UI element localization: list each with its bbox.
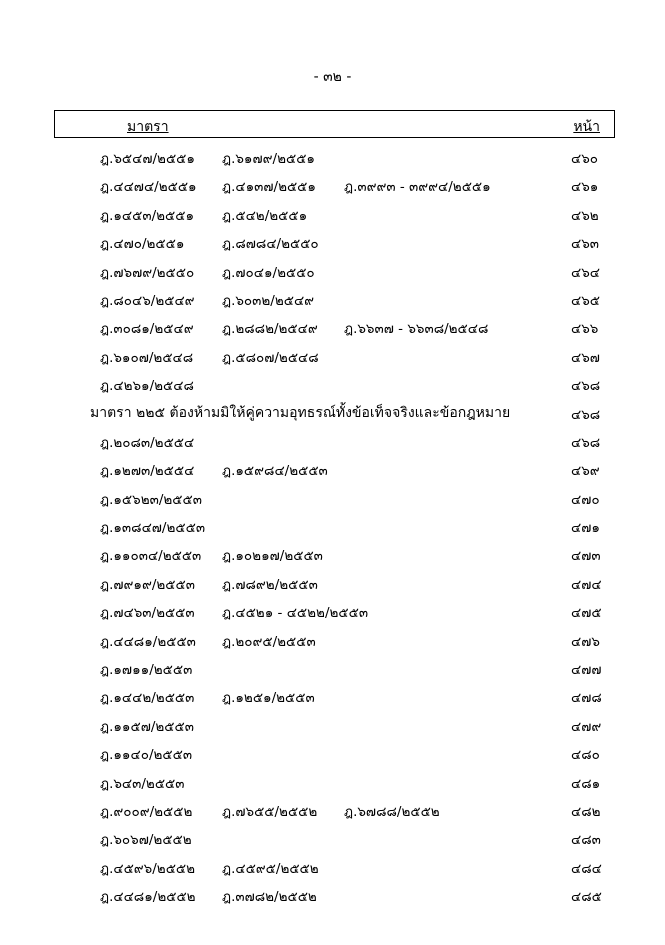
list-item (0, 225, 665, 253)
list-item (0, 452, 665, 480)
case-reference: ฎ.๔๔๘๑/๒๕๕๓ (100, 633, 196, 650)
case-reference: ฎ.๖๖๓๗ - ๖๖๓๘/๒๕๔๘ (344, 321, 489, 338)
page-ref: ๔๖๘ (571, 434, 601, 451)
case-reference: ฎ.๑๒๕๑/๒๕๕๓ (222, 690, 315, 707)
section-heading: มาตรา ๒๒๕ ต้องห้ามมิให้คู่ความอุทธรณ์ทั้งข้อเท็จจริงและข้อกฎหมาย (90, 404, 511, 421)
list-item (0, 537, 665, 565)
list-item (0, 310, 665, 338)
header-section-label: มาตรา (127, 119, 169, 135)
case-reference: ฎ.๗๙๑๙/๒๕๕๓ (100, 576, 195, 593)
table-header (54, 110, 615, 138)
case-reference: ฎ.๔๕๙๕/๒๕๕๒ (222, 860, 319, 877)
list-item (0, 765, 665, 793)
page-ref: ๔๗๘ (571, 690, 602, 707)
case-reference: ฎ.๗๖๕๕/๒๕๕๒ (222, 803, 318, 820)
list-item (0, 878, 665, 906)
page-ref: ๔๖๒ (571, 207, 599, 224)
page-ref: ๔๖๔ (571, 264, 601, 281)
index-list (0, 140, 665, 907)
list-item (0, 282, 665, 310)
case-reference: ฎ.๔๑๓๗/๒๕๕๑ (222, 179, 316, 196)
case-reference: ฎ.๘๐๔๖/๒๕๔๙ (100, 292, 195, 309)
case-reference: ฎ.๑๐๒๑๗/๒๕๕๓ (222, 548, 323, 565)
list-item (0, 850, 665, 878)
list-item (0, 197, 665, 225)
case-reference: ฎ.๑๔๕๓/๒๕๕๑ (100, 207, 195, 224)
page-ref: ๔๘๒ (571, 803, 601, 820)
page-ref: ๔๖๘ (571, 378, 601, 395)
list-item (0, 793, 665, 821)
case-reference: ฎ.๔๒๖๑/๒๕๔๘ (100, 378, 194, 395)
page-ref: ๔๘๐ (571, 747, 600, 764)
case-reference: ฎ.๑๕๙๘๔/๒๕๕๓ (222, 463, 328, 480)
list-item (0, 821, 665, 849)
list-item (0, 140, 665, 168)
case-reference: ฎ.๔๔๗๔/๒๕๕๑ (100, 179, 197, 196)
case-reference: ฎ.๔๔๘๑/๒๕๕๒ (100, 889, 196, 906)
page-ref: ๔๗๕ (571, 605, 602, 622)
case-reference: ฎ.๔๕๙๖/๒๕๕๒ (100, 860, 196, 877)
case-reference: ฎ.๓๙๙๓ - ๓๙๙๔/๒๕๕๑ (344, 179, 491, 196)
list-item (0, 367, 665, 395)
case-reference: ฎ.๑๔๔๒/๒๕๕๓ (100, 690, 195, 707)
case-reference: ฎ.๑๓๘๔๗/๒๕๕๓ (100, 520, 206, 537)
page-ref: ๔๘๔ (571, 860, 602, 877)
case-reference: ฎ.๕๘๐๗/๒๕๔๘ (222, 349, 319, 366)
list-item (0, 481, 665, 509)
case-reference: ฎ.๖๕๔๗/๒๕๕๑ (100, 151, 195, 167)
list-item (0, 339, 665, 367)
case-reference: ฎ.๘๗๘๔/๒๕๕๐ (222, 236, 319, 253)
page-ref: ๔๘๓ (571, 832, 601, 849)
list-item (0, 254, 665, 282)
case-reference: ฎ.๒๘๘๒/๒๕๔๙ (222, 321, 318, 338)
list-item (0, 424, 665, 452)
case-reference: ฎ.๙๐๐๙/๒๕๕๒ (100, 803, 193, 820)
case-reference: ฎ.๖๑๐๗/๒๕๔๘ (100, 349, 194, 366)
list-item (0, 594, 665, 622)
case-reference: ฎ.๑๑๐๓๔/๒๕๕๓ (100, 548, 202, 565)
case-reference: ฎ.๓๗๘๒/๒๕๕๒ (222, 889, 317, 906)
case-reference: ฎ.๑๑๔๐/๒๕๕๓ (100, 747, 193, 764)
page-number: - ๓๒ - (313, 69, 352, 85)
case-reference: ฎ.๗๔๖๓/๒๕๕๓ (100, 605, 195, 622)
case-reference: ฎ.๑๑๕๗/๒๕๕๓ (100, 718, 194, 735)
list-item (0, 736, 665, 764)
case-reference: ฎ.๖๐๓๒/๒๕๔๙ (222, 292, 315, 309)
case-reference: ฎ.๒๐๙๕/๒๕๕๓ (222, 633, 316, 650)
list-item (0, 623, 665, 651)
page-ref: ๔๗๙ (571, 718, 602, 735)
page-ref: ๔๖๘ (571, 406, 601, 423)
case-reference: ฎ.๗๖๗๙/๒๕๕๐ (100, 264, 195, 281)
page-ref: ๔๖๓ (571, 236, 600, 253)
list-item (0, 168, 665, 196)
page-ref: ๔๗๓ (571, 548, 601, 565)
list-item (0, 708, 665, 736)
page-ref: ๔๗๐ (571, 491, 600, 508)
page-ref: ๔๗๗ (571, 662, 602, 679)
case-reference: ฎ.๓๐๘๑/๒๕๔๙ (100, 321, 194, 338)
case-reference: ฎ.๖๑๗๙/๒๕๕๑ (222, 151, 315, 167)
case-reference: ฎ.๖๐๖๗/๒๕๕๒ (100, 832, 192, 849)
list-item (0, 651, 665, 679)
case-reference: ฎ.๒๐๘๓/๒๕๕๔ (100, 434, 195, 451)
list-item (0, 509, 665, 537)
page-ref: ๔๖๙ (571, 463, 600, 480)
case-reference: ฎ.๗๘๙๒/๒๕๕๓ (222, 576, 318, 593)
case-reference: ฎ.๑๒๗๓/๒๕๕๔ (100, 463, 195, 480)
case-reference: ฎ.๗๐๔๑/๒๕๕๐ (222, 264, 315, 281)
page-ref: ๔๘๑ (571, 775, 601, 792)
page-ref: ๔๗๔ (571, 576, 602, 593)
case-reference: ฎ.๖๔๓/๒๕๕๓ (100, 775, 185, 792)
page-ref: ๔๖๗ (571, 349, 600, 366)
page-ref: ๔๖๐ (571, 151, 599, 167)
list-item (0, 566, 665, 594)
page-ref: ๔๖๖ (571, 321, 599, 338)
page-ref: ๔๗๖ (571, 633, 600, 650)
section-heading-row (0, 396, 665, 424)
case-reference: ฎ.๖๗๘๘/๒๕๕๒ (344, 803, 440, 820)
case-reference: ฎ.๔๕๒๑ - ๔๕๒๒/๒๕๕๓ (222, 605, 369, 622)
case-reference: ฎ.๕๔๒/๒๕๕๑ (222, 207, 308, 224)
page-ref: ๔๖๑ (571, 179, 599, 196)
list-item (0, 679, 665, 707)
header-page-label: หน้า (573, 119, 600, 135)
page-ref: ๔๖๕ (571, 292, 601, 309)
case-reference: ฎ.๑๗๑๑/๒๕๕๓ (100, 662, 193, 679)
case-reference: ฎ.๔๗๐/๒๕๕๑ (100, 236, 185, 253)
page-ref: ๔๘๕ (571, 889, 602, 906)
case-reference: ฎ.๑๕๖๒๓/๒๕๕๓ (100, 491, 202, 508)
page-ref: ๔๗๑ (571, 520, 600, 537)
